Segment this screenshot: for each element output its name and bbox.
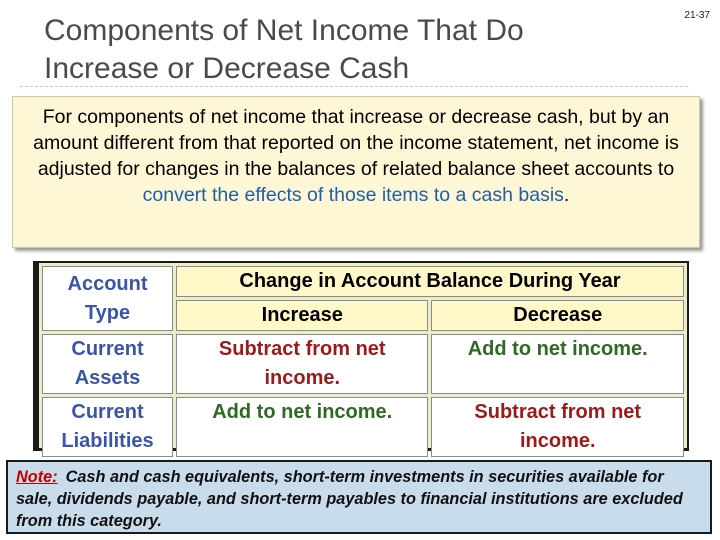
row-current-liabilities-type bbox=[42, 397, 173, 457]
slide-title bbox=[44, 12, 604, 88]
intro-highlight: convert the effects of those items to a cash basis bbox=[142, 184, 564, 206]
note-text: Cash and cash equivalents, short-term investments in securities available for sale, dividends payable, and short-term payables to financial institutions are excluded from this category. bbox=[16, 468, 683, 530]
note-label: Note: bbox=[16, 468, 58, 486]
account-type-header-line-2: Type bbox=[84, 301, 131, 324]
intro-end: . bbox=[563, 184, 570, 206]
row-current-liabilities-increase: Add to net income. bbox=[176, 397, 428, 457]
adjustment-table bbox=[33, 261, 689, 451]
table-row bbox=[42, 334, 684, 394]
cell-line-2: income. bbox=[264, 367, 341, 389]
row-current-assets-increase bbox=[176, 334, 428, 394]
slide-title-line-1: Components of Net Income That Do bbox=[44, 14, 524, 47]
row-type-line-1: Current bbox=[71, 338, 144, 360]
cell-line-1: Subtract from net bbox=[218, 338, 386, 360]
slide-number: 21-37 bbox=[684, 10, 710, 21]
account-type-header bbox=[42, 266, 173, 331]
cell-line-1: Subtract from net bbox=[474, 401, 642, 423]
row-current-liabilities-decrease bbox=[431, 397, 684, 457]
row-current-assets-decrease: Add to net income. bbox=[431, 334, 684, 394]
table-row bbox=[42, 397, 684, 457]
row-type-line-2: Liabilities bbox=[61, 430, 154, 452]
title-divider bbox=[20, 86, 688, 87]
cell-line-2: income. bbox=[519, 430, 596, 452]
change-header: Change in Account Balance During Year bbox=[176, 266, 684, 297]
note-box bbox=[6, 460, 712, 534]
intro-box bbox=[12, 96, 700, 248]
account-type-header-line-1: Account bbox=[67, 272, 148, 295]
intro-text: For components of net income that increase or decrease cash, but by an amount different from that reported on the income statement, net income is adjusted for changes in the balances of related balance sheet accounts to bbox=[33, 106, 679, 180]
adjustment-table-grid bbox=[39, 263, 687, 460]
row-current-assets-type bbox=[42, 334, 173, 394]
decrease-header: Decrease bbox=[431, 300, 684, 331]
slide-title-line-2: Increase or Decrease Cash bbox=[44, 52, 410, 85]
row-type-line-2: Assets bbox=[74, 367, 141, 389]
increase-header: Increase bbox=[176, 300, 428, 331]
row-type-line-1: Current bbox=[71, 401, 144, 423]
